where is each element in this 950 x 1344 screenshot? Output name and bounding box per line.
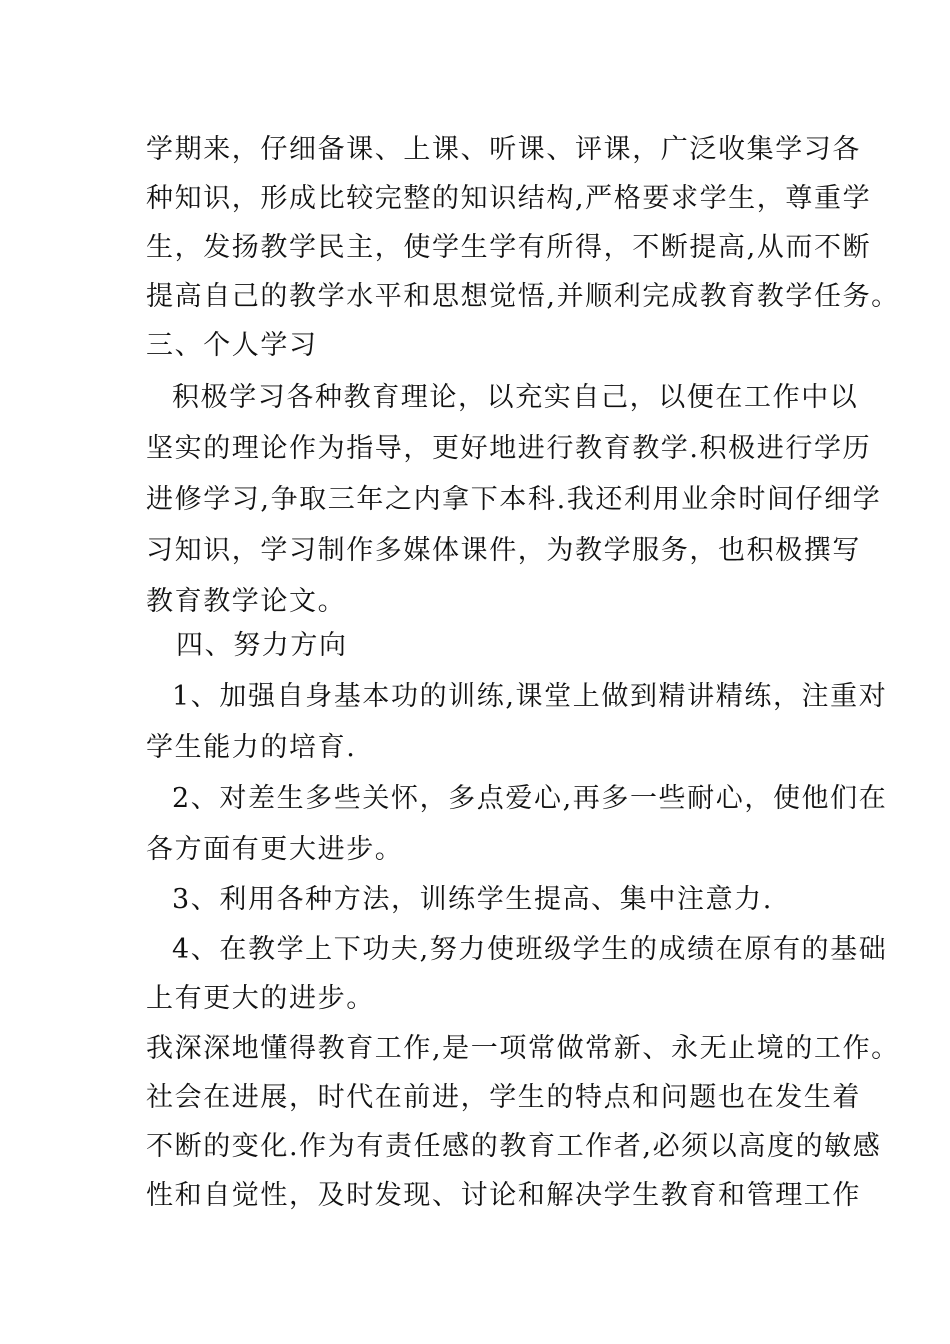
list-item-line: 4、在教学上下功夫,努力使班级学生的成绩在原有的基础 [172, 934, 888, 965]
paragraph-line: 性和自觉性，及时发现、讨论和解决学生教育和管理工作 [146, 1180, 861, 1211]
paragraph-line: 学期来，仔细备课、上课、听课、评课，广泛收集学习各 [146, 134, 861, 165]
paragraph-line: 进修学习,争取三年之内拿下本科.我还利用业余时间仔细学 [146, 484, 882, 515]
list-item-line: 上有更大的进步。 [146, 983, 375, 1014]
paragraph-line: 习知识，学习制作多媒体课件，为教学服务，也积极撰写 [146, 535, 861, 566]
paragraph-line: 社会在进展，时代在前进，学生的特点和问题也在发生着 [146, 1082, 861, 1113]
list-item-line: 3、利用各种方法，训练学生提高、集中注意力. [172, 884, 773, 915]
paragraph-line: 我深深地懂得教育工作,是一项常做常新、永无止境的工作。 [146, 1033, 900, 1064]
section-heading: 三、个人学习 [146, 330, 318, 361]
section-heading: 四、努力方向 [176, 630, 348, 661]
list-item-line: 2、对差生多些关怀，多点爱心,再多一些耐心，使他们在 [172, 783, 888, 814]
paragraph-line: 积极学习各种教育理论，以充实自己，以便在工作中以 [172, 382, 859, 413]
paragraph-line: 教育教学论文。 [146, 586, 347, 617]
paragraph-line: 提高自己的教学水平和思想觉悟,并顺利完成教育教学任务。 [146, 281, 900, 312]
paragraph-line: 种知识，形成比较完整的知识结构,严格要求学生，尊重学 [146, 183, 872, 214]
paragraph-line: 坚实的理论作为指导，更好地进行教育教学.积极进行学历 [146, 433, 872, 464]
paragraph-line: 不断的变化.作为有责任感的教育工作者,必须以高度的敏感 [146, 1131, 882, 1162]
list-item-line: 学生能力的培育. [146, 732, 357, 763]
list-item-line: 1、加强自身基本功的训练,课堂上做到精讲精练，注重对 [172, 681, 888, 712]
list-item-line: 各方面有更大进步。 [146, 834, 404, 865]
paragraph-line: 生，发扬教学民主，使学生学有所得，不断提高,从而不断 [146, 232, 872, 263]
